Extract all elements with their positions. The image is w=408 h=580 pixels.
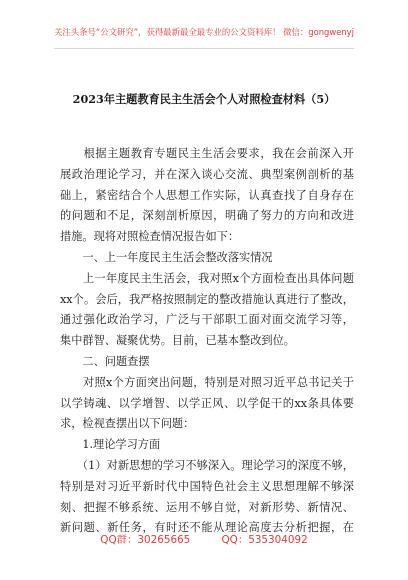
document-line: 求，检视查摆出以下问题： bbox=[60, 417, 195, 431]
document-line: 1.理论学习方面 bbox=[60, 438, 161, 452]
document-line: 展政治理论学习，并在深入谈心交流、典型案例剖析的基 bbox=[60, 167, 354, 181]
header-notice: 关注头条号“公文研究”，获得最新最全最专业的公文资料库！ 微信：gongwenyj bbox=[54, 27, 354, 37]
document-line: （1）对新思想的学习不够深入。理论学习的深度不够， bbox=[60, 458, 354, 472]
document-line: 一、上一年度民主生活会整改落实情况 bbox=[60, 250, 273, 264]
document-line: 特别是对习近平新时代中国特色社会主义思想理解不够深 bbox=[60, 479, 354, 493]
footer-contact: QQ群：30265665 QQ：535304092 bbox=[100, 534, 308, 546]
document-line: 通过强化政治学习，广泛与干部职工面对面交流学习等， bbox=[60, 313, 354, 327]
document-line: 以学铸魂、以学增智、以学正风、以学促干的xx条具体要 bbox=[60, 396, 354, 410]
document-line: 根据主题教育专题民主生活会要求，我在会前深入开 bbox=[60, 147, 354, 160]
document-title: 2023年主题教育民主生活会个人对照检查材料（5） bbox=[72, 92, 336, 106]
document-line: 集中群智、凝聚优势。目前，已基本整改到位。 bbox=[60, 334, 295, 348]
document-line: 二、问题查摆 bbox=[60, 354, 150, 368]
document-line: 刻、把握不够系统、运用不够自觉，对新形势、新情况、 bbox=[60, 500, 354, 514]
document-line: 对照x个方面突出问题，特别是对照习近平总书记关于 bbox=[60, 375, 354, 389]
document-line: 的问题和不足，深刻剖析原因，明确了努力的方向和改进 bbox=[60, 209, 354, 223]
document-body bbox=[60, 144, 354, 539]
header-divider bbox=[54, 48, 354, 49]
document-line: 础上，紧密结合个人思想工作实际，认真查找了自身存在 bbox=[60, 188, 354, 202]
document-line: xx个。会后，我严格按照制定的整改措施认真进行了整改， bbox=[60, 292, 354, 306]
document-line: 上一年度民主生活会，我对照x个方面检查出具体问题 bbox=[60, 271, 354, 285]
document-line: 措施。现将对照检查情况报告如下： bbox=[60, 230, 240, 244]
document-line: 新问题、新任务，有时还不能从理论高度去分析把握，在 bbox=[60, 521, 354, 535]
